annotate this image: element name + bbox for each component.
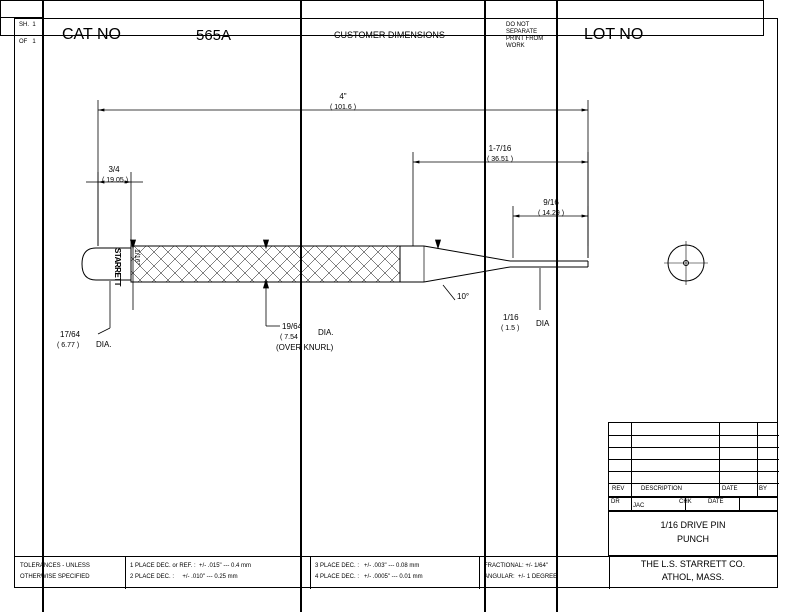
- brand-marking: STARRETT: [113, 248, 122, 287]
- knurl-dia-note: (OVER KNURL): [276, 343, 334, 352]
- pin-dia-fraction: 1/16: [503, 313, 519, 322]
- part-name-line1: 1/16 DRIVE PIN: [660, 520, 726, 530]
- tolerance-col4-line1: FRACTIONAL: +/- 1/64": [484, 563, 548, 569]
- warning-line4: WORK: [506, 43, 525, 49]
- warning-line1: DO NOT: [506, 22, 530, 28]
- taper-length-metric: ( 36.51 ): [486, 156, 514, 163]
- taper-length-fraction: 1-7/16: [488, 144, 512, 153]
- part-name-line2: PUNCH: [676, 534, 709, 544]
- sheet-number-line1: SH. 1: [19, 22, 36, 28]
- chk-label: CHK: [679, 499, 692, 505]
- tolerance-header-line1: TOLERANCES - UNLESS: [20, 563, 90, 569]
- overall-length-fraction: 4": [339, 92, 347, 101]
- tip-dia-metric: ( 6.77 ): [57, 342, 80, 349]
- tolerance-col4-line2: ANGULAR: +/- 1 DEGREE: [484, 574, 558, 580]
- pin-length-fraction: 9/16: [543, 198, 559, 207]
- tolerance-col3-line2: 4 PLACE DEC. : +/- .0005" --- 0.01 mm: [315, 574, 423, 580]
- rev-column-header-date: DATE: [722, 486, 738, 492]
- date-label: DATE: [708, 499, 724, 505]
- warning-line2: SEPARATE: [506, 29, 538, 35]
- size-marking: 1/16": [133, 249, 140, 266]
- tip-length-fraction: 3/4: [108, 165, 120, 174]
- sheet-number-line2: OF 1: [19, 39, 36, 45]
- tolerance-col2-line2: 2 PLACE DEC. : +/- .010" --- 0.25 mm: [130, 574, 238, 580]
- cat-no-value: 565A: [196, 27, 232, 44]
- knurl-dia-metric: ( 7.54 ): [280, 334, 303, 341]
- lot-no-label: LOT NO: [584, 26, 644, 43]
- dr-value: JAC: [633, 503, 645, 509]
- knurl-dia-fraction: 19/64: [282, 322, 303, 331]
- taper-angle-label: 10°: [457, 292, 470, 301]
- rev-column-header-description: DESCRIPTION: [641, 486, 683, 492]
- company-location: ATHOL, MASS.: [661, 572, 725, 582]
- pin-dia-metric: ( 1.5 ): [501, 325, 520, 332]
- tolerance-header-line2: OTHERWISE SPECIFIED: [20, 574, 90, 580]
- company-name: THE L.S. STARRETT CO.: [640, 559, 746, 569]
- warning-line3: PRINT FROM: [506, 36, 544, 42]
- knurl-dia-suffix: DIA.: [318, 328, 334, 337]
- rev-column-header-rev: REV: [612, 486, 625, 492]
- tolerance-col3-line1: 3 PLACE DEC. : +/- .003" --- 0.08 mm: [315, 563, 420, 569]
- overall-length-metric: ( 101.6 ): [329, 104, 357, 111]
- pin-length-metric: ( 14.29 ): [537, 210, 565, 217]
- dr-label: DR: [611, 499, 620, 505]
- cat-no-label: CAT NO: [62, 26, 121, 43]
- rev-column-header-by: BY: [759, 486, 768, 492]
- tip-length-metric: ( 19.05 ): [101, 177, 129, 184]
- customer-dimensions-label: CUSTOMER DIMENSIONS: [334, 30, 445, 40]
- tip-dia-fraction: 17/64: [60, 330, 81, 339]
- tolerance-col2-line1: 1 PLACE DEC. or REF. : +/- .015" --- 0.4 mm: [130, 563, 251, 569]
- tip-dia-suffix: DIA.: [96, 340, 112, 349]
- revision-table: [608, 422, 778, 497]
- pin-dia-suffix: DIA: [536, 319, 550, 328]
